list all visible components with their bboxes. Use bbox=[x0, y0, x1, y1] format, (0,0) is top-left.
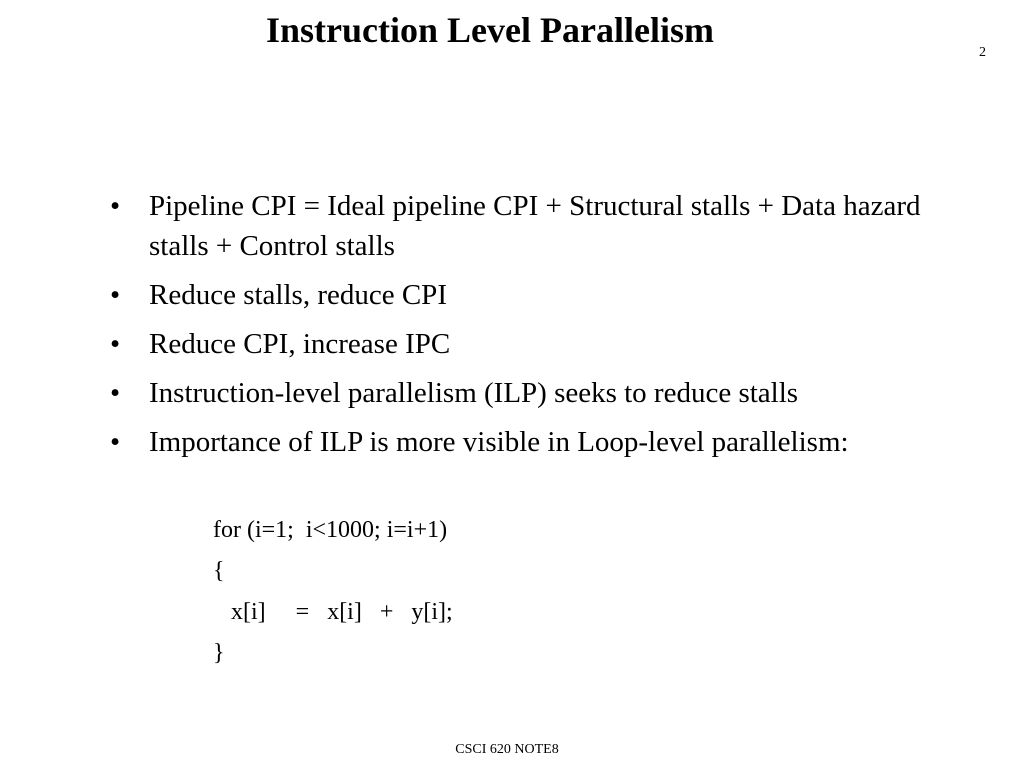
slide-title: Instruction Level Parallelism bbox=[266, 10, 714, 50]
slide-footer: CSCI 620 NOTE8 bbox=[455, 742, 559, 757]
bullet-item-loop-level bbox=[110, 422, 930, 462]
bullet-text: Reduce CPI, increase IPC bbox=[149, 328, 451, 360]
bullet-marker: • bbox=[110, 377, 121, 409]
bullet-item-reduce-cpi bbox=[110, 324, 930, 364]
bullet-list bbox=[110, 186, 930, 471]
bullet-marker: • bbox=[110, 328, 121, 360]
bullet-item-ilp-definition bbox=[110, 373, 930, 413]
bullet-text: Pipeline CPI = Ideal pipeline CPI + Structural stalls + Data hazard stalls + Control stalls bbox=[149, 190, 921, 262]
page-number: 2 bbox=[979, 45, 986, 60]
bullet-marker: • bbox=[110, 426, 121, 458]
bullet-marker: • bbox=[110, 190, 121, 222]
code-line: { bbox=[213, 558, 225, 584]
code-line: for (i=1; i<1000; i=i+1) bbox=[213, 517, 448, 543]
code-example bbox=[213, 510, 453, 674]
bullet-item-pipeline-cpi bbox=[110, 186, 930, 266]
bullet-text: Importance of ILP is more visible in Loop-level parallelism: bbox=[149, 426, 849, 458]
bullet-text: Instruction-level parallelism (ILP) seeks to reduce stalls bbox=[149, 377, 799, 409]
bullet-item-reduce-stalls bbox=[110, 275, 930, 315]
code-line: } bbox=[213, 640, 225, 666]
bullet-text: Reduce stalls, reduce CPI bbox=[149, 279, 447, 311]
bullet-marker: • bbox=[110, 279, 121, 311]
code-line: x[i] = x[i] + y[i]; bbox=[213, 599, 453, 625]
